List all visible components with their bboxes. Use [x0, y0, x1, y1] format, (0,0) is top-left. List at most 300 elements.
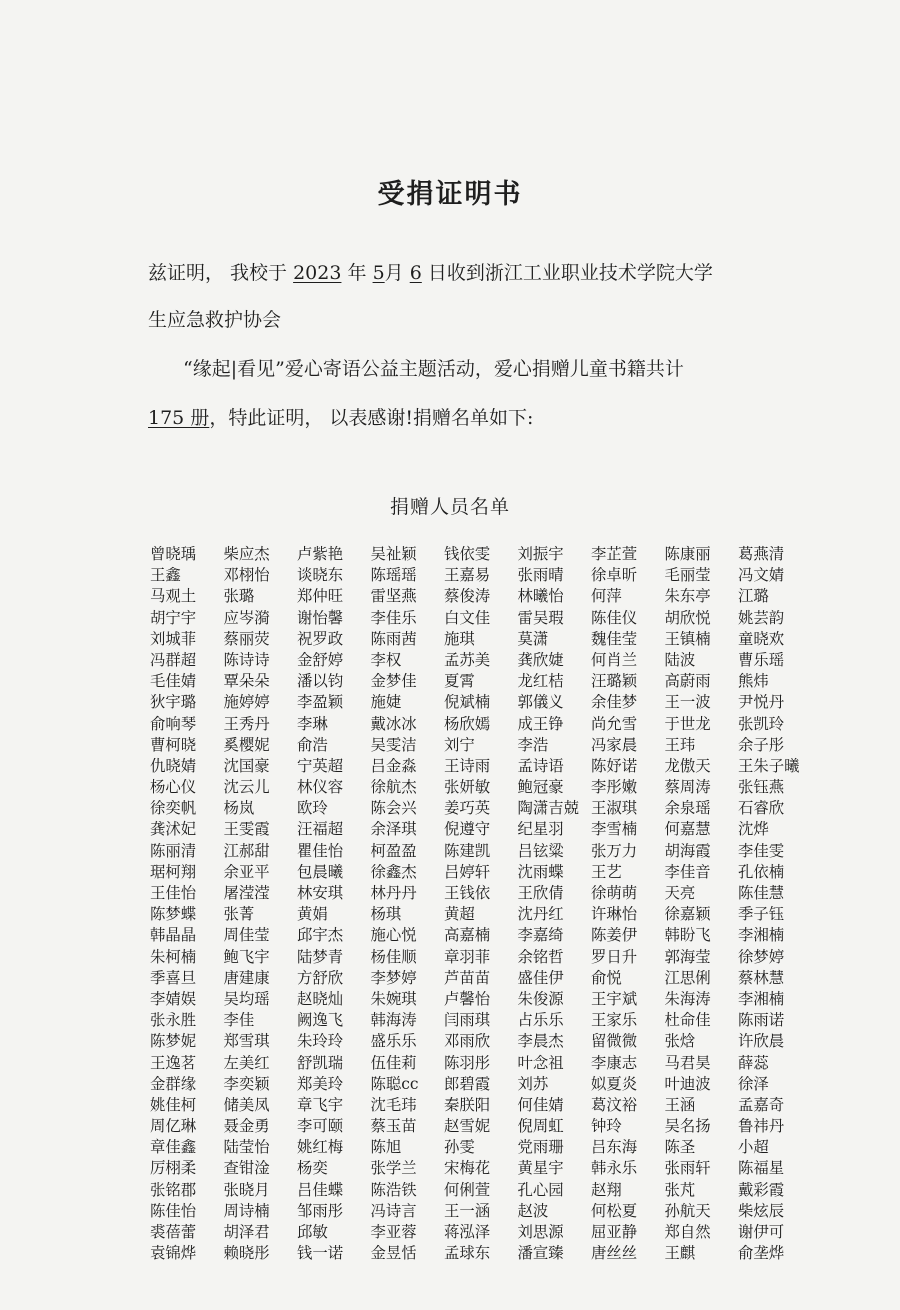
donor-name: 孔依楠 — [738, 862, 785, 881]
donor-name: 王宇斌 — [591, 989, 638, 1008]
body-line-1-prefix: 兹证明， 我校于 — [148, 262, 288, 284]
donor-name: 姚红梅 — [297, 1138, 344, 1157]
donor-name: 卢馨怡 — [444, 989, 491, 1008]
donor-name: 应岑漪 — [223, 608, 270, 627]
donor-name: 储美凤 — [223, 1095, 270, 1114]
donor-name: 张璐 — [223, 587, 255, 606]
donor-name: 刘城菲 — [150, 629, 197, 648]
donor-name: 冯群超 — [150, 650, 197, 669]
donor-name: 裘蓓蕾 — [150, 1223, 197, 1241]
donor-name: 蔡林慧 — [738, 968, 785, 987]
donor-name: 陶潇吉兢 — [517, 799, 580, 818]
donor-name: 张凯玲 — [738, 714, 785, 733]
donor-name: 施婷婷 — [223, 693, 270, 712]
donor-name: 陈诗诗 — [223, 650, 270, 669]
donor-name: 金梦佳 — [370, 672, 417, 691]
donor-name: 王雯霞 — [223, 820, 270, 839]
donor-name: 胡宁宇 — [150, 608, 197, 627]
donor-name: 王镇楠 — [664, 629, 711, 648]
donor-name: 陈佳慧 — [738, 884, 785, 902]
donor-name: 柴炫辰 — [738, 1201, 785, 1220]
donor-name: 鲍冠豪 — [517, 778, 564, 797]
donor-name: 李佳音 — [664, 862, 711, 881]
donor-name: 张雨晴 — [517, 566, 564, 585]
donor-name: 江郝甜 — [223, 841, 270, 860]
donor-name: 王诗雨 — [444, 756, 491, 775]
donor-name: 施琪 — [444, 629, 475, 648]
donor-name: 郭海莹 — [664, 947, 711, 966]
donor-name: 王淑琪 — [591, 799, 638, 818]
donor-name: 葛汶裕 — [591, 1095, 638, 1114]
donor-name: 卢紫艳 — [297, 545, 344, 563]
donor-name: 陈康丽 — [664, 545, 711, 563]
donor-name: 李可颐 — [297, 1117, 344, 1136]
donor-name: 王麒 — [664, 1244, 696, 1263]
donor-name: 吕金淼 — [370, 756, 417, 775]
donor-name: 陆波 — [664, 650, 696, 669]
donor-name: 金昱恬 — [370, 1244, 417, 1263]
donor-name: 冯诗言 — [370, 1201, 417, 1220]
donor-name: 陆莹怡 — [223, 1138, 270, 1157]
year-suffix: 年 — [347, 262, 367, 284]
donor-name: 屠滢滢 — [223, 884, 270, 902]
donor-name: 朱俊源 — [517, 989, 564, 1008]
donor-name: 何嘉慧 — [664, 820, 711, 839]
donor-name: 章羽菲 — [444, 947, 491, 966]
donor-name: 钟玲 — [591, 1117, 622, 1136]
donor-name: 陈雨诺 — [738, 1011, 785, 1030]
donor-name: 俞悦 — [591, 968, 622, 987]
donor-name: 俞浩 — [297, 735, 328, 754]
donor-name: 琚柯翔 — [150, 862, 197, 881]
donor-name: 雷坚燕 — [370, 587, 417, 606]
donor-name: 杨奕 — [297, 1159, 328, 1178]
donor-name: 杨欣嫣 — [444, 714, 491, 733]
donor-name: 王艺 — [591, 862, 622, 881]
donor-name: 王玮 — [664, 735, 696, 754]
donor-name: 鲁祎丹 — [738, 1117, 785, 1136]
donor-name: 陈梦妮 — [150, 1032, 197, 1051]
donor-list-title: 捐赠人员名单 — [389, 496, 510, 518]
donor-name: 吴祉颖 — [370, 545, 417, 563]
donor-name: 厉栩柔 — [150, 1159, 197, 1178]
donor-name: 邱宇杰 — [297, 926, 344, 945]
donor-name: 盛乐乐 — [370, 1032, 417, 1051]
donor-name: 张菁 — [223, 905, 255, 924]
donor-name: 沈云儿 — [223, 778, 270, 797]
donor-name: 毛丽莹 — [664, 566, 711, 585]
donor-name: 李琳 — [297, 714, 328, 733]
donor-name: 张铭郡 — [150, 1180, 197, 1199]
donor-name: 聂金勇 — [223, 1117, 270, 1136]
donor-name: 孙雯 — [444, 1138, 475, 1157]
donor-name: 胡欣悦 — [664, 608, 711, 627]
donor-name: 林仪容 — [297, 778, 344, 797]
donor-name: 郎碧霞 — [444, 1074, 491, 1093]
book-count: 175 册 — [148, 407, 210, 429]
donor-grid — [150, 544, 812, 1264]
donor-name: 李彤嫩 — [591, 778, 638, 797]
donor-name: 李晨杰 — [517, 1032, 564, 1051]
donor-name: 狄宇璐 — [150, 693, 197, 712]
donor-name: 党雨珊 — [517, 1138, 564, 1157]
donor-name: 罗日升 — [591, 947, 638, 966]
donor-name: 余亚平 — [223, 862, 270, 881]
donor-name: 查钳淦 — [223, 1159, 270, 1178]
donor-name: 林丹丹 — [370, 884, 417, 902]
donor-name: 左美红 — [223, 1053, 270, 1072]
donor-name: 吕婷轩 — [444, 862, 491, 881]
donor-name: 徐泽 — [738, 1074, 769, 1093]
donor-name: 高蔚雨 — [664, 672, 711, 691]
donor-name: 章佳鑫 — [150, 1138, 197, 1157]
donor-name: 郑雪琪 — [223, 1032, 270, 1051]
donor-name: 李佳乐 — [370, 608, 417, 627]
donor-name: 何俐萱 — [444, 1180, 491, 1199]
donor-name: 韩永乐 — [591, 1159, 638, 1178]
donor-name: 李湘楠 — [738, 989, 785, 1008]
donor-name: 姚佳柯 — [150, 1095, 197, 1114]
donor-name: 方舒欣 — [297, 968, 344, 987]
donor-name: 陈圣 — [664, 1138, 696, 1157]
donor-name: 徐萌萌 — [591, 884, 638, 902]
donor-name: 杨心仪 — [150, 778, 197, 797]
donor-name: 胡海霞 — [664, 841, 711, 860]
donor-name: 赖晓彤 — [223, 1244, 270, 1263]
donor-name: 祝罗政 — [297, 629, 344, 648]
donor-name: 李权 — [370, 650, 402, 669]
donor-name: 王一涵 — [444, 1201, 491, 1220]
donor-name: 蒋泓泽 — [444, 1223, 491, 1241]
donor-name: 陈雨茜 — [370, 629, 417, 648]
donor-name: 黄星宇 — [517, 1159, 564, 1178]
donor-name: 曾晓瑀 — [150, 545, 197, 563]
donor-name: 陆梦青 — [297, 947, 344, 966]
donor-name: 杨琪 — [370, 905, 402, 924]
donor-name: 余泽琪 — [370, 820, 417, 839]
donor-name: 孙航天 — [664, 1201, 711, 1220]
donor-name: 邱敏 — [297, 1223, 328, 1241]
donor-name: 薛蕊 — [738, 1053, 769, 1072]
donor-name: 蔡周涛 — [664, 778, 711, 797]
donor-name: 陈妤诺 — [591, 756, 638, 775]
donor-name: 何肖兰 — [591, 650, 638, 669]
donor-name: 李湘楠 — [738, 926, 785, 945]
donor-name: 欧玲 — [297, 799, 328, 818]
donor-name: 许琳怡 — [591, 905, 638, 924]
donor-name: 潘以钧 — [297, 672, 344, 691]
donor-name: 周佳莹 — [223, 926, 270, 945]
donor-name: 施心悦 — [370, 926, 417, 945]
donor-name: 陈姜伊 — [591, 926, 638, 945]
donor-name: 冯家晨 — [591, 735, 638, 754]
donor-name: 金群缘 — [150, 1074, 197, 1093]
donor-name: 江璐 — [738, 587, 769, 606]
donor-name: 吕佳蝶 — [297, 1180, 344, 1199]
donor-name: 徐梦婷 — [738, 947, 785, 966]
donor-name: 朱柯楠 — [150, 947, 197, 966]
donor-name: 张妍敏 — [444, 778, 491, 797]
donor-name: 伍佳莉 — [370, 1053, 417, 1072]
donor-name: 盛佳伊 — [517, 968, 564, 987]
donor-name: 夏霄 — [444, 672, 475, 691]
donor-name: 张芃 — [664, 1180, 696, 1199]
donor-name: 陈佳仪 — [591, 608, 638, 627]
donor-name: 张学兰 — [370, 1159, 417, 1178]
donor-name: 龙傲天 — [664, 756, 711, 775]
donor-name: 杨岚 — [223, 799, 255, 818]
donor-name: 林曦怡 — [517, 587, 564, 606]
donor-name: 于世龙 — [664, 714, 711, 733]
donor-name: 纪星羽 — [517, 820, 564, 839]
donor-name: 李芷萱 — [591, 545, 638, 563]
donor-name: 仇晓婧 — [150, 756, 197, 775]
donor-name: 钱依雯 — [444, 545, 491, 563]
donor-name: 王佳怡 — [150, 884, 197, 902]
body-line-1-suffix: 日收到浙江工业职业技术学院大学 — [427, 262, 713, 284]
donor-name: 郭儀义 — [517, 693, 564, 712]
donor-name: 陈梦蝶 — [150, 905, 197, 924]
donor-name: 闫雨琪 — [444, 1011, 491, 1030]
donor-name: 叶迪波 — [664, 1074, 711, 1093]
body-line-2: 生应急救护协会 — [148, 309, 282, 331]
donor-name: 倪遵守 — [444, 820, 491, 839]
donor-name: 唐建康 — [223, 968, 270, 987]
donor-name: 李康志 — [591, 1053, 638, 1072]
donor-name: 蔡玉苗 — [370, 1117, 417, 1136]
donor-name: 李佳 — [223, 1011, 255, 1030]
donor-name: 徐卓昕 — [591, 566, 638, 585]
donor-name: 戴冰冰 — [370, 714, 417, 733]
donor-name: 李浩 — [517, 735, 549, 754]
donor-name: 谢怡馨 — [297, 608, 344, 627]
donor-name: 朱婉琪 — [370, 989, 417, 1008]
donor-name: 柯盈盈 — [370, 841, 417, 860]
donor-name: 俞垄烨 — [738, 1244, 785, 1263]
donor-name: 包晨曦 — [297, 862, 344, 881]
donor-name: 毛佳婧 — [150, 672, 197, 691]
donor-name: 吕铉粱 — [517, 841, 564, 860]
donor-name: 邓雨欣 — [444, 1032, 491, 1051]
donor-name: 李奕颖 — [223, 1074, 270, 1093]
donor-name: 小超 — [738, 1138, 769, 1157]
body-line-4 — [148, 403, 533, 430]
donor-name: 雷吴瑕 — [517, 608, 564, 627]
donor-name: 尹悦丹 — [738, 693, 785, 712]
donor-name: 朱海涛 — [664, 989, 711, 1008]
donor-name: 占乐乐 — [517, 1011, 564, 1030]
donor-name: 吴雯洁 — [370, 735, 417, 754]
donor-name: 葛燕清 — [738, 545, 785, 563]
donor-name: 朱玲玲 — [297, 1032, 344, 1051]
donor-name: 屈亚静 — [591, 1223, 638, 1241]
donor-name: 龚欣婕 — [517, 650, 564, 669]
donor-name: 童晓欢 — [738, 629, 785, 648]
donor-name: 冯文婧 — [738, 566, 785, 585]
donor-name: 陈瑶瑶 — [370, 566, 417, 585]
donor-name: 沈国豪 — [223, 756, 270, 775]
donor-name: 蔡俊涛 — [444, 587, 491, 606]
donor-name: 陈丽清 — [150, 841, 197, 860]
donor-name: 戴彩霞 — [738, 1180, 785, 1199]
donor-name: 赵雪妮 — [444, 1117, 491, 1136]
donor-name: 王逸茗 — [150, 1053, 197, 1072]
donor-name: 谢伊可 — [738, 1223, 785, 1241]
donor-name: 赵晓灿 — [297, 989, 344, 1008]
donor-name: 陈旭 — [370, 1138, 402, 1157]
donor-name: 李雪楠 — [591, 820, 638, 839]
donor-name: 陈会兴 — [370, 799, 417, 818]
donor-name: 曹乐瑶 — [738, 650, 785, 669]
donor-name: 奚樱妮 — [223, 735, 270, 754]
donor-name: 郑自然 — [664, 1223, 711, 1241]
donor-name: 余佳梦 — [591, 693, 638, 712]
donor-name: 王嘉易 — [444, 566, 491, 585]
date-month: 5 — [372, 262, 385, 284]
donor-name: 吴名扬 — [664, 1117, 711, 1136]
body-line-3: “缘起|看见”爱心寄语公益主题活动，爱心捐赠儿童书籍共计 — [183, 358, 684, 380]
donor-name: 李佳雯 — [738, 841, 785, 860]
donor-name: 张晓月 — [223, 1180, 270, 1199]
donor-name: 何松夏 — [591, 1201, 638, 1220]
date-year: 2023 — [293, 262, 342, 284]
donor-name: 陈聪cc — [370, 1074, 419, 1093]
donor-name: 马君昊 — [664, 1053, 711, 1072]
donor-name: 高嘉楠 — [444, 926, 491, 945]
donor-name: 徐嘉颖 — [664, 905, 711, 924]
donor-name: 沈丹红 — [517, 905, 564, 924]
donor-name: 余泉瑶 — [664, 799, 711, 818]
donor-name: 王欣倩 — [517, 884, 564, 902]
donor-name: 李嘉绮 — [517, 926, 564, 945]
donor-name: 鲍飞宇 — [223, 947, 270, 966]
donor-name: 章飞宇 — [297, 1095, 344, 1114]
donor-name: 叶念祖 — [517, 1053, 564, 1072]
donor-name: 姚芸韵 — [738, 608, 785, 627]
donor-name: 莫潇 — [517, 629, 549, 648]
document-title: 受捐证明书 — [377, 179, 523, 210]
donor-name: 刘思源 — [517, 1223, 564, 1241]
donor-name: 吕东海 — [591, 1138, 638, 1157]
body-line-4-suffix: ，特此证明， 以表感谢!捐赠名单如下: — [209, 407, 534, 429]
donor-name: 王朱子曦 — [738, 756, 800, 775]
donor-name: 余子彤 — [738, 735, 785, 754]
donor-name: 宁英超 — [297, 756, 344, 775]
donor-name: 沈雨蝶 — [517, 862, 564, 881]
donor-name: 陈佳怡 — [150, 1201, 197, 1220]
donor-name: 施婕 — [370, 693, 402, 712]
donor-name: 周亿琳 — [150, 1117, 197, 1136]
donor-name: 杜命佳 — [664, 1011, 711, 1030]
donor-name: 白文佳 — [444, 608, 491, 627]
donor-name: 孟球东 — [444, 1244, 491, 1263]
donor-name: 留微微 — [591, 1032, 638, 1051]
donor-name: 孟诗语 — [517, 756, 564, 775]
donor-name: 陈建凯 — [444, 841, 491, 860]
donor-name: 倪斌楠 — [444, 693, 491, 712]
donor-name: 天亮 — [664, 884, 696, 902]
donor-name: 张钰燕 — [738, 778, 785, 797]
donor-name: 李亚蓉 — [370, 1223, 417, 1241]
date-day: 6 — [409, 262, 422, 284]
donor-name: 宋梅花 — [444, 1159, 491, 1178]
donor-name: 蔡丽荧 — [223, 629, 270, 648]
donor-name: 杨佳顺 — [370, 947, 417, 966]
month-suffix: 月 — [384, 262, 404, 284]
donor-name: 孟苏美 — [444, 650, 491, 669]
donor-name: 韩海涛 — [370, 1011, 417, 1030]
donor-name: 刘宁 — [444, 735, 475, 754]
donor-name: 徐航杰 — [370, 778, 417, 797]
donor-name: 王鑫 — [150, 566, 181, 585]
donor-name: 邹雨彤 — [297, 1201, 344, 1220]
donor-name: 尚允雪 — [591, 714, 638, 733]
donor-name: 倪周虹 — [517, 1117, 564, 1136]
donor-name: 黄娟 — [297, 905, 328, 924]
donor-name: 林安琪 — [297, 884, 344, 902]
donor-name: 余铭哲 — [517, 947, 564, 966]
donor-name: 姜巧英 — [444, 799, 491, 818]
donor-name: 石睿欣 — [738, 799, 785, 818]
donor-name: 柴应杰 — [223, 545, 270, 563]
donor-name: 黄超 — [444, 905, 475, 924]
donor-name: 张雨轩 — [664, 1159, 711, 1178]
donor-name: 张永胜 — [150, 1011, 197, 1030]
donor-name: 姒夏炎 — [591, 1074, 638, 1093]
donor-name: 龚沭妃 — [150, 820, 197, 839]
donor-name: 何佳婧 — [517, 1095, 564, 1114]
donor-name: 阙逸飞 — [297, 1011, 344, 1030]
donor-name: 金舒婷 — [297, 650, 344, 669]
donor-name: 沈烨 — [738, 820, 769, 839]
donor-name: 汪福超 — [297, 820, 344, 839]
donor-name: 赵翔 — [591, 1180, 622, 1199]
donor-name: 吴均瑶 — [223, 989, 270, 1008]
donor-name: 季子钰 — [738, 905, 785, 924]
donor-name: 熊炜 — [738, 672, 769, 691]
donor-name: 许欣晨 — [738, 1032, 785, 1051]
donor-name: 覃朵朵 — [223, 672, 270, 691]
donor-name: 徐奕帆 — [150, 799, 197, 818]
donor-name: 韩晶晶 — [150, 926, 197, 945]
donor-name: 张万力 — [591, 841, 638, 860]
donor-name: 沈毛玮 — [370, 1095, 417, 1114]
donor-name: 龙红桔 — [517, 672, 564, 691]
donor-name: 舒凯瑞 — [297, 1053, 344, 1072]
donor-name: 李盈颖 — [297, 693, 344, 712]
donor-name: 成王铮 — [517, 714, 564, 733]
donor-name: 朱东亭 — [664, 587, 711, 606]
donor-name: 何萍 — [591, 587, 622, 606]
donor-name: 陈浩铁 — [370, 1180, 417, 1199]
donor-name: 孔心园 — [517, 1180, 564, 1199]
donor-name: 陈羽彤 — [444, 1053, 491, 1072]
donor-name: 王涵 — [664, 1095, 696, 1114]
donor-name: 潘宣臻 — [517, 1244, 564, 1263]
donor-name: 俞响琴 — [150, 714, 197, 733]
donor-name: 王秀丹 — [223, 714, 270, 733]
donor-name: 芦苗苗 — [444, 968, 491, 987]
donor-name: 曹柯晓 — [150, 735, 197, 754]
donor-name: 唐丝丝 — [591, 1244, 638, 1263]
donor-name: 马观土 — [150, 587, 197, 606]
donor-name: 王家乐 — [591, 1011, 638, 1030]
donor-name: 周诗楠 — [223, 1201, 270, 1220]
donor-name: 邓栩怡 — [223, 566, 270, 585]
donor-name: 郑美玲 — [297, 1074, 344, 1093]
donor-name: 魏佳莹 — [591, 629, 638, 648]
donor-name: 胡泽君 — [223, 1223, 270, 1241]
